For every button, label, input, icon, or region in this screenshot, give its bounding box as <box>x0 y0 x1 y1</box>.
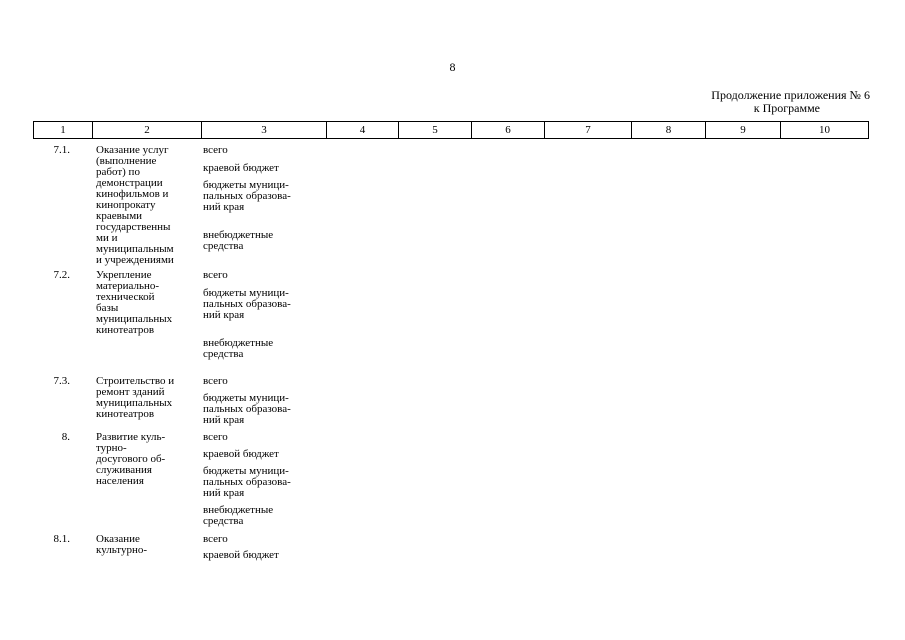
col-header: 3 <box>202 122 327 139</box>
col-header: 9 <box>706 122 781 139</box>
funding-source: бюджеты муници- пальных образова- ний края <box>203 465 291 499</box>
funding-source: всего <box>203 269 228 281</box>
continuation-line1: Продолжение приложения № 6 <box>711 88 870 102</box>
col-header: 2 <box>93 122 202 139</box>
row-title: Оказание культурно- <box>96 533 148 556</box>
row-number: 8.1. <box>53 533 70 545</box>
col-header: 10 <box>781 122 869 139</box>
page-number: 8 <box>449 60 456 74</box>
funding-source: бюджеты муници- пальных образова- ний края <box>203 179 291 213</box>
row-number: 7.3. <box>53 375 70 387</box>
continuation-note <box>690 89 870 115</box>
row-number: 7.1. <box>53 144 70 156</box>
row-title: Развитие куль- турно- досугового об- служивания населения <box>96 431 166 487</box>
funding-source: внебюджетные средства <box>203 504 274 527</box>
column-header-row <box>33 121 869 139</box>
funding-source: краевой бюджет <box>203 549 279 561</box>
col-header: 5 <box>399 122 472 139</box>
funding-source: краевой бюджет <box>203 162 279 174</box>
row-title: Строительство и ремонт зданий муниципальных кинотеатров <box>96 375 175 420</box>
funding-source: всего <box>203 144 228 156</box>
funding-source: внебюджетные средства <box>203 229 274 252</box>
funding-source: внебюджетные средства <box>203 337 274 360</box>
funding-source: бюджеты муници- пальных образова- ний края <box>203 287 291 321</box>
col-header: 8 <box>632 122 706 139</box>
col-header: 1 <box>34 122 93 139</box>
col-header: 6 <box>472 122 545 139</box>
funding-source: всего <box>203 533 228 545</box>
funding-source: всего <box>203 375 228 387</box>
row-title: Оказание услуг (выполнение работ) по демонстрации кинофильмов и кинопрокату краевыми государственны ми и муниципальным и учреждениями <box>96 144 174 266</box>
funding-source: краевой бюджет <box>203 448 279 460</box>
funding-source: бюджеты муници- пальных образова- ний края <box>203 392 291 426</box>
funding-source: всего <box>203 431 228 443</box>
continuation-line2: к Программе <box>753 101 820 115</box>
row-number: 8. <box>61 431 70 443</box>
row-number: 7.2. <box>53 269 70 281</box>
row-title: Укрепление материально- технической базы муниципальных кинотеатров <box>96 269 173 336</box>
col-header: 7 <box>545 122 632 139</box>
col-header: 4 <box>327 122 399 139</box>
